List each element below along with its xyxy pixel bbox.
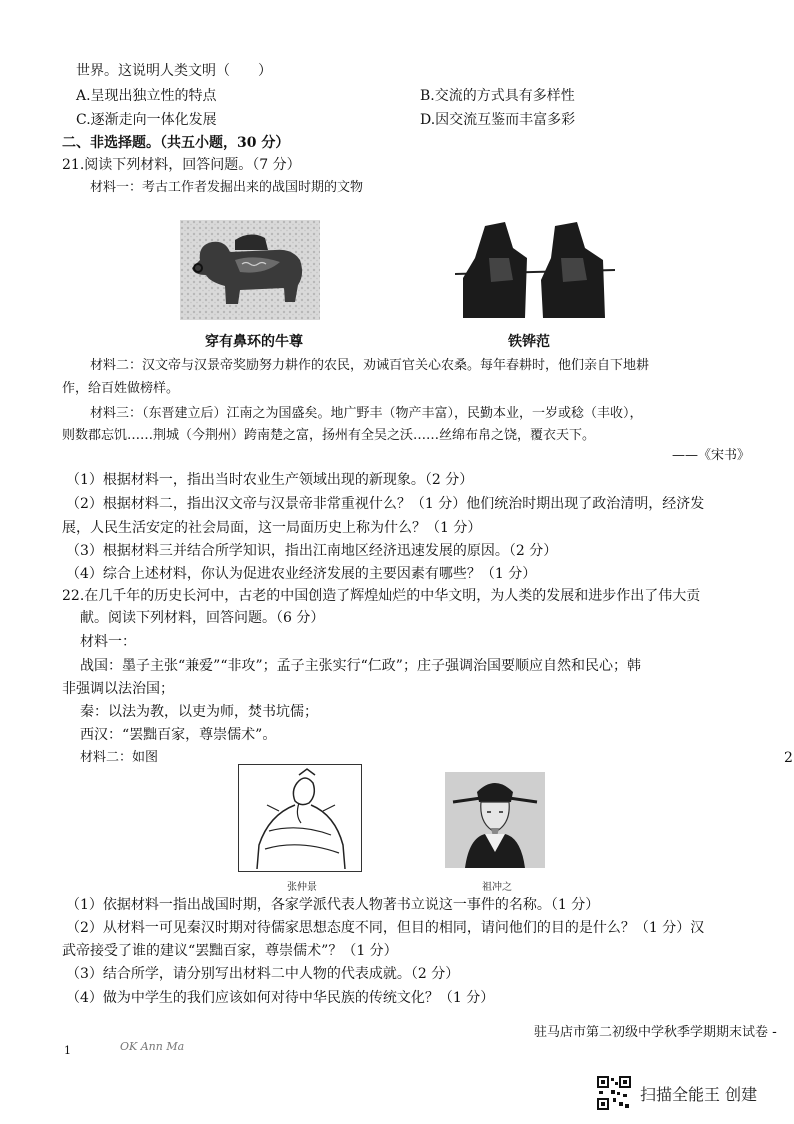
q21-part-2-line1: （2）根据材料二，指出汉文帝与汉景帝非常重视什么？（1 分）他们统治时期出现了政治清明，经济发	[66, 496, 705, 512]
q21-part-2-line2: 展，人民生活安定的社会局面，这一局面历史上称为什么？（1 分）	[62, 520, 482, 536]
q22-material-1: 材料一：	[80, 634, 136, 650]
q21-material-2-line1: 材料二：汉文帝与汉景帝奖励努力耕作的农民，劝诫百官关心农桑。每年春耕时，他们亲自下地耕	[90, 358, 650, 373]
q21-stem: 21.阅读下列材料，回答问题。（7 分）	[62, 157, 301, 173]
portrait-zhang-zhongjing	[238, 764, 362, 872]
q21-part-3: （3）根据材料三并结合所学知识，指出江南地区经济迅速发展的原因。（2 分）	[66, 543, 558, 559]
q22-part-2-line1: （2）从材料一可见秦汉时期对待儒家思想态度不同，但目的相同，请问他们的目的是什么？（1 分）汉	[66, 920, 705, 936]
q21-part-4: （4）综合上述材料，你认为促进农业经济发展的主要因素有哪些？（1 分）	[66, 566, 537, 582]
q20-option-c: C.逐渐走向一体化发展	[76, 112, 217, 128]
iron-mould-image	[455, 218, 615, 326]
q22-stem-line1: 22.在几千年的历史长河中，古老的中国创造了辉煌灿烂的中华文明，为人类的发展和进步作出了伟大贡	[62, 588, 701, 604]
q22-part-4: （4）做为中学生的我们应该如何对待中华民族的传统文化？（1 分）	[66, 990, 495, 1006]
q22-part-3: （3）结合所学，请分别写出材料二中人物的代表成就。（2 分）	[66, 966, 460, 982]
q21-source: ——《宋书》	[672, 448, 751, 463]
q20-option-d: D.因交流互鉴而丰富多彩	[420, 112, 576, 128]
q22-western-han: 西汉：“罢黜百家，尊崇儒术”。	[80, 727, 277, 743]
section-header: 二、非选择题。（共五小题，30 分）	[62, 135, 290, 151]
scanner-watermark: 扫描全能王 创建	[640, 1085, 758, 1104]
caption-zhang-zhongjing: 张仲景	[287, 882, 317, 893]
page-number: 1	[64, 1044, 71, 1057]
bronze-ox-image	[180, 220, 320, 320]
caption-iron-mould: 铁铧范	[508, 334, 550, 350]
q20-option-b: B.交流的方式具有多样性	[420, 88, 575, 104]
q21-material-1: 材料一：考古工作者发掘出来的战国时期的文物	[90, 180, 364, 195]
scribble-text: OK Ann Ma	[120, 1040, 185, 1053]
q22-warring-states-line2: 非强调以法治国；	[62, 681, 174, 697]
q22-warring-states-line1: 战国：墨子主张“兼爱”“非攻”；孟子主张实行“仁政”；庄子强调治国要顺应自然和民心；韩	[80, 658, 641, 674]
margin-mark: 2	[784, 750, 793, 766]
q21-material-3-line1: 材料三：（东晋建立后）江南之为国盛矣。地广野丰（物产丰富），民勤本业，一岁或稔（丰收），	[90, 406, 643, 421]
q22-part-1: （1）依据材料一指出战国时期，各家学派代表人物著书立说这一事件的名称。（1 分）	[66, 897, 600, 913]
caption-zu-chongzhi: 祖冲之	[482, 882, 512, 893]
footer-school-name: 驻马店市第二初级中学秋季学期期末试卷 -	[534, 1025, 777, 1040]
q22-material-2: 材料二：如图	[80, 750, 159, 765]
caption-bronze-ox: 穿有鼻环的牛尊	[205, 334, 303, 350]
q21-material-3-line2: 则数郡忘饥……荆城（今荆州）跨南楚之富，扬州有全吴之沃……丝绵布帛之饶，覆衣天下。	[62, 428, 596, 443]
q22-qin: 秦：以法为教，以吏为师，焚书坑儒；	[80, 704, 318, 720]
portrait-zu-chongzhi	[445, 772, 545, 868]
q20-option-a: A.呈现出独立性的特点	[76, 88, 217, 104]
q21-part-1: （1）根据材料一，指出当时农业生产领域出现的新现象。（2 分）	[66, 472, 474, 488]
q22-part-2-line2: 武帝接受了谁的建议“罢黜百家，尊崇儒术”？（1 分）	[62, 943, 398, 959]
qr-code-icon	[597, 1076, 631, 1110]
q20-stem-tail: 世界。这说明人类文明（ ）	[76, 63, 272, 79]
q21-material-2-line2: 作，给百姓做榜样。	[62, 381, 180, 396]
q22-stem-line2: 献。阅读下列材料，回答问题。（6 分）	[80, 610, 325, 626]
